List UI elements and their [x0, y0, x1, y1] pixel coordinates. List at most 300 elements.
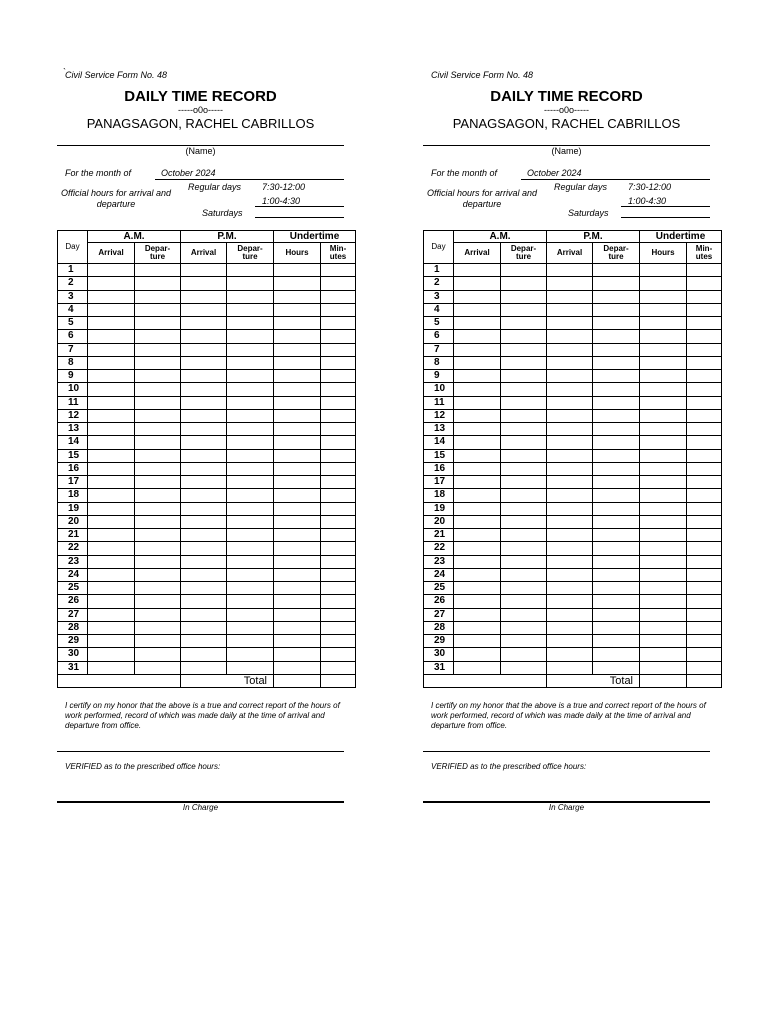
pm-arrival-cell[interactable]	[547, 383, 593, 396]
undertime-minutes-cell[interactable]	[687, 370, 722, 383]
am-departure-cell[interactable]	[135, 582, 181, 595]
am-departure-cell[interactable]	[501, 423, 547, 436]
undertime-hours-cell[interactable]	[640, 661, 687, 674]
pm-arrival-cell[interactable]	[547, 621, 593, 634]
am-arrival-cell[interactable]	[454, 436, 501, 449]
am-departure-cell[interactable]	[135, 542, 181, 555]
am-arrival-cell[interactable]	[88, 635, 135, 648]
am-arrival-cell[interactable]	[454, 542, 501, 555]
am-departure-cell[interactable]	[501, 330, 547, 343]
am-departure-cell[interactable]	[135, 462, 181, 475]
undertime-minutes-cell[interactable]	[687, 595, 722, 608]
pm-arrival-cell[interactable]	[547, 462, 593, 475]
am-arrival-cell[interactable]	[454, 595, 501, 608]
undertime-minutes-cell[interactable]	[321, 621, 356, 634]
undertime-minutes-cell[interactable]	[321, 290, 356, 303]
am-departure-cell[interactable]	[135, 330, 181, 343]
undertime-minutes-cell[interactable]	[687, 277, 722, 290]
am-arrival-cell[interactable]	[88, 529, 135, 542]
am-arrival-cell[interactable]	[454, 462, 501, 475]
am-departure-cell[interactable]	[501, 489, 547, 502]
undertime-minutes-cell[interactable]	[687, 542, 722, 555]
undertime-hours-cell[interactable]	[274, 462, 321, 475]
am-arrival-cell[interactable]	[88, 370, 135, 383]
am-departure-cell[interactable]	[135, 449, 181, 462]
pm-arrival-cell[interactable]	[181, 462, 227, 475]
undertime-minutes-cell[interactable]	[687, 290, 722, 303]
undertime-minutes-cell[interactable]	[321, 635, 356, 648]
pm-departure-cell[interactable]	[593, 648, 640, 661]
pm-arrival-cell[interactable]	[547, 568, 593, 581]
undertime-hours-cell[interactable]	[274, 595, 321, 608]
pm-arrival-cell[interactable]	[547, 370, 593, 383]
undertime-minutes-cell[interactable]	[321, 303, 356, 316]
am-departure-cell[interactable]	[501, 343, 547, 356]
pm-departure-cell[interactable]	[593, 317, 640, 330]
pm-arrival-cell[interactable]	[181, 330, 227, 343]
am-departure-cell[interactable]	[501, 370, 547, 383]
pm-arrival-cell[interactable]	[181, 343, 227, 356]
am-departure-cell[interactable]	[135, 303, 181, 316]
pm-departure-cell[interactable]	[227, 409, 274, 422]
pm-arrival-cell[interactable]	[547, 423, 593, 436]
pm-departure-cell[interactable]	[227, 317, 274, 330]
am-arrival-cell[interactable]	[88, 343, 135, 356]
pm-departure-cell[interactable]	[593, 436, 640, 449]
am-departure-cell[interactable]	[501, 356, 547, 369]
pm-departure-cell[interactable]	[227, 277, 274, 290]
undertime-minutes-cell[interactable]	[321, 529, 356, 542]
undertime-minutes-cell[interactable]	[321, 595, 356, 608]
undertime-hours-cell[interactable]	[274, 515, 321, 528]
undertime-hours-cell[interactable]	[274, 608, 321, 621]
am-departure-cell[interactable]	[501, 449, 547, 462]
undertime-minutes-cell[interactable]	[687, 330, 722, 343]
am-departure-cell[interactable]	[135, 555, 181, 568]
am-arrival-cell[interactable]	[454, 529, 501, 542]
pm-departure-cell[interactable]	[593, 370, 640, 383]
am-departure-cell[interactable]	[501, 582, 547, 595]
am-arrival-cell[interactable]	[88, 383, 135, 396]
undertime-minutes-cell[interactable]	[321, 383, 356, 396]
undertime-hours-cell[interactable]	[274, 370, 321, 383]
pm-arrival-cell[interactable]	[181, 396, 227, 409]
undertime-minutes-cell[interactable]	[321, 515, 356, 528]
am-arrival-cell[interactable]	[454, 343, 501, 356]
undertime-hours-cell[interactable]	[274, 582, 321, 595]
undertime-minutes-cell[interactable]	[687, 383, 722, 396]
am-arrival-cell[interactable]	[454, 383, 501, 396]
undertime-hours-cell[interactable]	[640, 436, 687, 449]
undertime-hours-cell[interactable]	[274, 396, 321, 409]
pm-departure-cell[interactable]	[593, 290, 640, 303]
undertime-hours-cell[interactable]	[640, 449, 687, 462]
am-arrival-cell[interactable]	[454, 264, 501, 277]
am-arrival-cell[interactable]	[88, 396, 135, 409]
undertime-minutes-cell[interactable]	[321, 661, 356, 674]
am-departure-cell[interactable]	[135, 608, 181, 621]
pm-departure-cell[interactable]	[593, 489, 640, 502]
undertime-hours-cell[interactable]	[640, 648, 687, 661]
pm-departure-cell[interactable]	[593, 303, 640, 316]
undertime-hours-cell[interactable]	[274, 529, 321, 542]
undertime-minutes-cell[interactable]	[687, 502, 722, 515]
pm-departure-cell[interactable]	[593, 608, 640, 621]
pm-departure-cell[interactable]	[593, 409, 640, 422]
am-arrival-cell[interactable]	[454, 582, 501, 595]
undertime-hours-cell[interactable]	[274, 303, 321, 316]
pm-arrival-cell[interactable]	[181, 661, 227, 674]
pm-arrival-cell[interactable]	[547, 330, 593, 343]
am-departure-cell[interactable]	[135, 317, 181, 330]
undertime-minutes-cell[interactable]	[687, 608, 722, 621]
pm-departure-cell[interactable]	[593, 277, 640, 290]
am-departure-cell[interactable]	[135, 370, 181, 383]
pm-departure-cell[interactable]	[593, 383, 640, 396]
am-departure-cell[interactable]	[135, 290, 181, 303]
am-arrival-cell[interactable]	[454, 409, 501, 422]
regular-days-pm-hours[interactable]: 1:00-4:30	[628, 196, 667, 206]
am-arrival-cell[interactable]	[88, 330, 135, 343]
am-arrival-cell[interactable]	[454, 502, 501, 515]
pm-arrival-cell[interactable]	[547, 409, 593, 422]
undertime-hours-cell[interactable]	[274, 635, 321, 648]
pm-arrival-cell[interactable]	[547, 502, 593, 515]
pm-departure-cell[interactable]	[227, 635, 274, 648]
undertime-minutes-cell[interactable]	[687, 462, 722, 475]
am-arrival-cell[interactable]	[454, 568, 501, 581]
undertime-hours-cell[interactable]	[640, 370, 687, 383]
am-arrival-cell[interactable]	[88, 277, 135, 290]
am-arrival-cell[interactable]	[88, 595, 135, 608]
month-value[interactable]: October 2024	[527, 168, 582, 178]
undertime-minutes-cell[interactable]	[321, 396, 356, 409]
undertime-hours-cell[interactable]	[640, 356, 687, 369]
undertime-hours-cell[interactable]	[274, 648, 321, 661]
pm-departure-cell[interactable]	[227, 555, 274, 568]
pm-departure-cell[interactable]	[227, 476, 274, 489]
undertime-minutes-cell[interactable]	[321, 409, 356, 422]
pm-arrival-cell[interactable]	[181, 502, 227, 515]
pm-arrival-cell[interactable]	[547, 555, 593, 568]
am-departure-cell[interactable]	[501, 608, 547, 621]
regular-days-pm-hours[interactable]: 1:00-4:30	[262, 196, 301, 206]
pm-departure-cell[interactable]	[227, 449, 274, 462]
undertime-hours-cell[interactable]	[640, 476, 687, 489]
pm-arrival-cell[interactable]	[181, 409, 227, 422]
pm-arrival-cell[interactable]	[547, 515, 593, 528]
am-departure-cell[interactable]	[501, 303, 547, 316]
pm-departure-cell[interactable]	[593, 356, 640, 369]
undertime-hours-cell[interactable]	[640, 330, 687, 343]
am-arrival-cell[interactable]	[454, 317, 501, 330]
undertime-hours-cell[interactable]	[640, 409, 687, 422]
pm-arrival-cell[interactable]	[181, 436, 227, 449]
undertime-hours-cell[interactable]	[640, 608, 687, 621]
undertime-minutes-cell[interactable]	[321, 582, 356, 595]
am-arrival-cell[interactable]	[88, 489, 135, 502]
total-minutes-cell[interactable]	[321, 674, 356, 687]
am-arrival-cell[interactable]	[454, 621, 501, 634]
undertime-hours-cell[interactable]	[640, 502, 687, 515]
undertime-minutes-cell[interactable]	[687, 568, 722, 581]
pm-arrival-cell[interactable]	[547, 529, 593, 542]
undertime-minutes-cell[interactable]	[321, 608, 356, 621]
undertime-hours-cell[interactable]	[640, 396, 687, 409]
undertime-minutes-cell[interactable]	[321, 449, 356, 462]
undertime-minutes-cell[interactable]	[321, 555, 356, 568]
pm-departure-cell[interactable]	[227, 462, 274, 475]
undertime-minutes-cell[interactable]	[321, 264, 356, 277]
am-departure-cell[interactable]	[135, 277, 181, 290]
pm-arrival-cell[interactable]	[547, 449, 593, 462]
pm-arrival-cell[interactable]	[547, 476, 593, 489]
am-departure-cell[interactable]	[135, 661, 181, 674]
pm-arrival-cell[interactable]	[547, 290, 593, 303]
undertime-hours-cell[interactable]	[640, 264, 687, 277]
pm-departure-cell[interactable]	[227, 356, 274, 369]
am-arrival-cell[interactable]	[88, 317, 135, 330]
am-departure-cell[interactable]	[135, 515, 181, 528]
undertime-minutes-cell[interactable]	[321, 277, 356, 290]
am-departure-cell[interactable]	[501, 396, 547, 409]
pm-departure-cell[interactable]	[227, 661, 274, 674]
pm-arrival-cell[interactable]	[547, 317, 593, 330]
pm-arrival-cell[interactable]	[181, 608, 227, 621]
pm-arrival-cell[interactable]	[547, 489, 593, 502]
pm-departure-cell[interactable]	[227, 568, 274, 581]
pm-departure-cell[interactable]	[593, 462, 640, 475]
undertime-hours-cell[interactable]	[274, 436, 321, 449]
am-departure-cell[interactable]	[501, 648, 547, 661]
pm-arrival-cell[interactable]	[547, 542, 593, 555]
am-arrival-cell[interactable]	[454, 449, 501, 462]
undertime-hours-cell[interactable]	[274, 449, 321, 462]
pm-departure-cell[interactable]	[227, 396, 274, 409]
am-arrival-cell[interactable]	[454, 370, 501, 383]
pm-departure-cell[interactable]	[227, 582, 274, 595]
am-departure-cell[interactable]	[501, 555, 547, 568]
pm-arrival-cell[interactable]	[181, 370, 227, 383]
am-departure-cell[interactable]	[135, 476, 181, 489]
undertime-hours-cell[interactable]	[274, 356, 321, 369]
undertime-minutes-cell[interactable]	[321, 489, 356, 502]
pm-departure-cell[interactable]	[227, 423, 274, 436]
am-arrival-cell[interactable]	[454, 303, 501, 316]
undertime-minutes-cell[interactable]	[687, 661, 722, 674]
am-departure-cell[interactable]	[135, 356, 181, 369]
pm-arrival-cell[interactable]	[547, 635, 593, 648]
employee-name[interactable]: PANAGSAGON, RACHEL CABRILLOS	[452, 116, 681, 131]
pm-arrival-cell[interactable]	[181, 476, 227, 489]
am-departure-cell[interactable]	[501, 635, 547, 648]
undertime-hours-cell[interactable]	[274, 330, 321, 343]
am-departure-cell[interactable]	[501, 462, 547, 475]
undertime-minutes-cell[interactable]	[321, 330, 356, 343]
am-departure-cell[interactable]	[135, 489, 181, 502]
am-arrival-cell[interactable]	[88, 409, 135, 422]
am-arrival-cell[interactable]	[88, 608, 135, 621]
pm-departure-cell[interactable]	[227, 542, 274, 555]
am-departure-cell[interactable]	[135, 502, 181, 515]
am-arrival-cell[interactable]	[88, 436, 135, 449]
am-arrival-cell[interactable]	[454, 555, 501, 568]
pm-arrival-cell[interactable]	[181, 515, 227, 528]
undertime-minutes-cell[interactable]	[687, 648, 722, 661]
am-arrival-cell[interactable]	[88, 423, 135, 436]
pm-arrival-cell[interactable]	[181, 356, 227, 369]
undertime-minutes-cell[interactable]	[321, 568, 356, 581]
am-departure-cell[interactable]	[135, 635, 181, 648]
undertime-hours-cell[interactable]	[274, 383, 321, 396]
pm-arrival-cell[interactable]	[547, 595, 593, 608]
am-departure-cell[interactable]	[501, 409, 547, 422]
am-arrival-cell[interactable]	[88, 356, 135, 369]
pm-arrival-cell[interactable]	[547, 264, 593, 277]
undertime-minutes-cell[interactable]	[687, 317, 722, 330]
undertime-hours-cell[interactable]	[274, 264, 321, 277]
am-departure-cell[interactable]	[501, 277, 547, 290]
am-departure-cell[interactable]	[501, 383, 547, 396]
am-arrival-cell[interactable]	[454, 290, 501, 303]
undertime-minutes-cell[interactable]	[687, 515, 722, 528]
pm-departure-cell[interactable]	[227, 595, 274, 608]
pm-departure-cell[interactable]	[593, 449, 640, 462]
undertime-hours-cell[interactable]	[640, 383, 687, 396]
am-arrival-cell[interactable]	[454, 476, 501, 489]
pm-departure-cell[interactable]	[593, 330, 640, 343]
undertime-minutes-cell[interactable]	[321, 356, 356, 369]
am-departure-cell[interactable]	[135, 423, 181, 436]
am-departure-cell[interactable]	[501, 476, 547, 489]
undertime-hours-cell[interactable]	[640, 515, 687, 528]
am-arrival-cell[interactable]	[88, 648, 135, 661]
pm-departure-cell[interactable]	[227, 436, 274, 449]
am-departure-cell[interactable]	[501, 317, 547, 330]
undertime-minutes-cell[interactable]	[687, 303, 722, 316]
pm-departure-cell[interactable]	[227, 290, 274, 303]
undertime-minutes-cell[interactable]	[321, 462, 356, 475]
pm-departure-cell[interactable]	[227, 608, 274, 621]
undertime-hours-cell[interactable]	[274, 621, 321, 634]
undertime-minutes-cell[interactable]	[687, 436, 722, 449]
pm-arrival-cell[interactable]	[181, 303, 227, 316]
pm-departure-cell[interactable]	[227, 515, 274, 528]
pm-departure-cell[interactable]	[227, 502, 274, 515]
am-departure-cell[interactable]	[501, 529, 547, 542]
pm-arrival-cell[interactable]	[181, 555, 227, 568]
pm-arrival-cell[interactable]	[181, 635, 227, 648]
am-departure-cell[interactable]	[501, 264, 547, 277]
pm-departure-cell[interactable]	[593, 396, 640, 409]
am-departure-cell[interactable]	[501, 568, 547, 581]
am-arrival-cell[interactable]	[88, 462, 135, 475]
total-hours-cell[interactable]	[640, 674, 687, 687]
am-departure-cell[interactable]	[135, 343, 181, 356]
pm-departure-cell[interactable]	[593, 555, 640, 568]
am-arrival-cell[interactable]	[454, 635, 501, 648]
pm-arrival-cell[interactable]	[181, 542, 227, 555]
undertime-hours-cell[interactable]	[640, 621, 687, 634]
undertime-hours-cell[interactable]	[274, 317, 321, 330]
pm-arrival-cell[interactable]	[181, 383, 227, 396]
am-departure-cell[interactable]	[501, 436, 547, 449]
undertime-hours-cell[interactable]	[640, 595, 687, 608]
undertime-hours-cell[interactable]	[274, 277, 321, 290]
undertime-minutes-cell[interactable]	[687, 555, 722, 568]
pm-departure-cell[interactable]	[227, 370, 274, 383]
month-value[interactable]: October 2024	[161, 168, 216, 178]
am-arrival-cell[interactable]	[88, 555, 135, 568]
undertime-minutes-cell[interactable]	[687, 396, 722, 409]
pm-arrival-cell[interactable]	[181, 317, 227, 330]
undertime-hours-cell[interactable]	[274, 476, 321, 489]
undertime-hours-cell[interactable]	[274, 343, 321, 356]
undertime-minutes-cell[interactable]	[687, 409, 722, 422]
pm-arrival-cell[interactable]	[181, 290, 227, 303]
am-arrival-cell[interactable]	[454, 489, 501, 502]
undertime-hours-cell[interactable]	[274, 409, 321, 422]
regular-days-am-hours[interactable]: 7:30-12:00	[262, 182, 306, 192]
am-departure-cell[interactable]	[135, 396, 181, 409]
pm-departure-cell[interactable]	[593, 582, 640, 595]
pm-arrival-cell[interactable]	[547, 277, 593, 290]
undertime-minutes-cell[interactable]	[687, 582, 722, 595]
undertime-minutes-cell[interactable]	[321, 343, 356, 356]
undertime-hours-cell[interactable]	[640, 423, 687, 436]
pm-arrival-cell[interactable]	[547, 396, 593, 409]
pm-arrival-cell[interactable]	[181, 568, 227, 581]
am-arrival-cell[interactable]	[454, 661, 501, 674]
employee-name[interactable]: PANAGSAGON, RACHEL CABRILLOS	[86, 116, 315, 131]
am-arrival-cell[interactable]	[454, 356, 501, 369]
am-arrival-cell[interactable]	[454, 515, 501, 528]
pm-arrival-cell[interactable]	[181, 621, 227, 634]
undertime-hours-cell[interactable]	[274, 423, 321, 436]
am-arrival-cell[interactable]	[88, 621, 135, 634]
am-departure-cell[interactable]	[135, 621, 181, 634]
am-arrival-cell[interactable]	[88, 515, 135, 528]
am-arrival-cell[interactable]	[454, 608, 501, 621]
undertime-hours-cell[interactable]	[640, 462, 687, 475]
undertime-hours-cell[interactable]	[640, 317, 687, 330]
undertime-minutes-cell[interactable]	[687, 489, 722, 502]
am-arrival-cell[interactable]	[454, 277, 501, 290]
pm-arrival-cell[interactable]	[181, 648, 227, 661]
pm-departure-cell[interactable]	[227, 343, 274, 356]
undertime-minutes-cell[interactable]	[321, 370, 356, 383]
pm-departure-cell[interactable]	[593, 568, 640, 581]
undertime-hours-cell[interactable]	[640, 277, 687, 290]
undertime-hours-cell[interactable]	[640, 489, 687, 502]
am-arrival-cell[interactable]	[88, 303, 135, 316]
am-departure-cell[interactable]	[135, 529, 181, 542]
am-departure-cell[interactable]	[135, 383, 181, 396]
pm-arrival-cell[interactable]	[547, 303, 593, 316]
am-departure-cell[interactable]	[135, 264, 181, 277]
am-departure-cell[interactable]	[135, 648, 181, 661]
undertime-hours-cell[interactable]	[274, 568, 321, 581]
undertime-hours-cell[interactable]	[274, 502, 321, 515]
pm-arrival-cell[interactable]	[181, 529, 227, 542]
am-arrival-cell[interactable]	[88, 449, 135, 462]
am-arrival-cell[interactable]	[88, 568, 135, 581]
pm-departure-cell[interactable]	[227, 330, 274, 343]
am-departure-cell[interactable]	[135, 568, 181, 581]
pm-departure-cell[interactable]	[227, 489, 274, 502]
pm-departure-cell[interactable]	[227, 383, 274, 396]
undertime-hours-cell[interactable]	[640, 290, 687, 303]
